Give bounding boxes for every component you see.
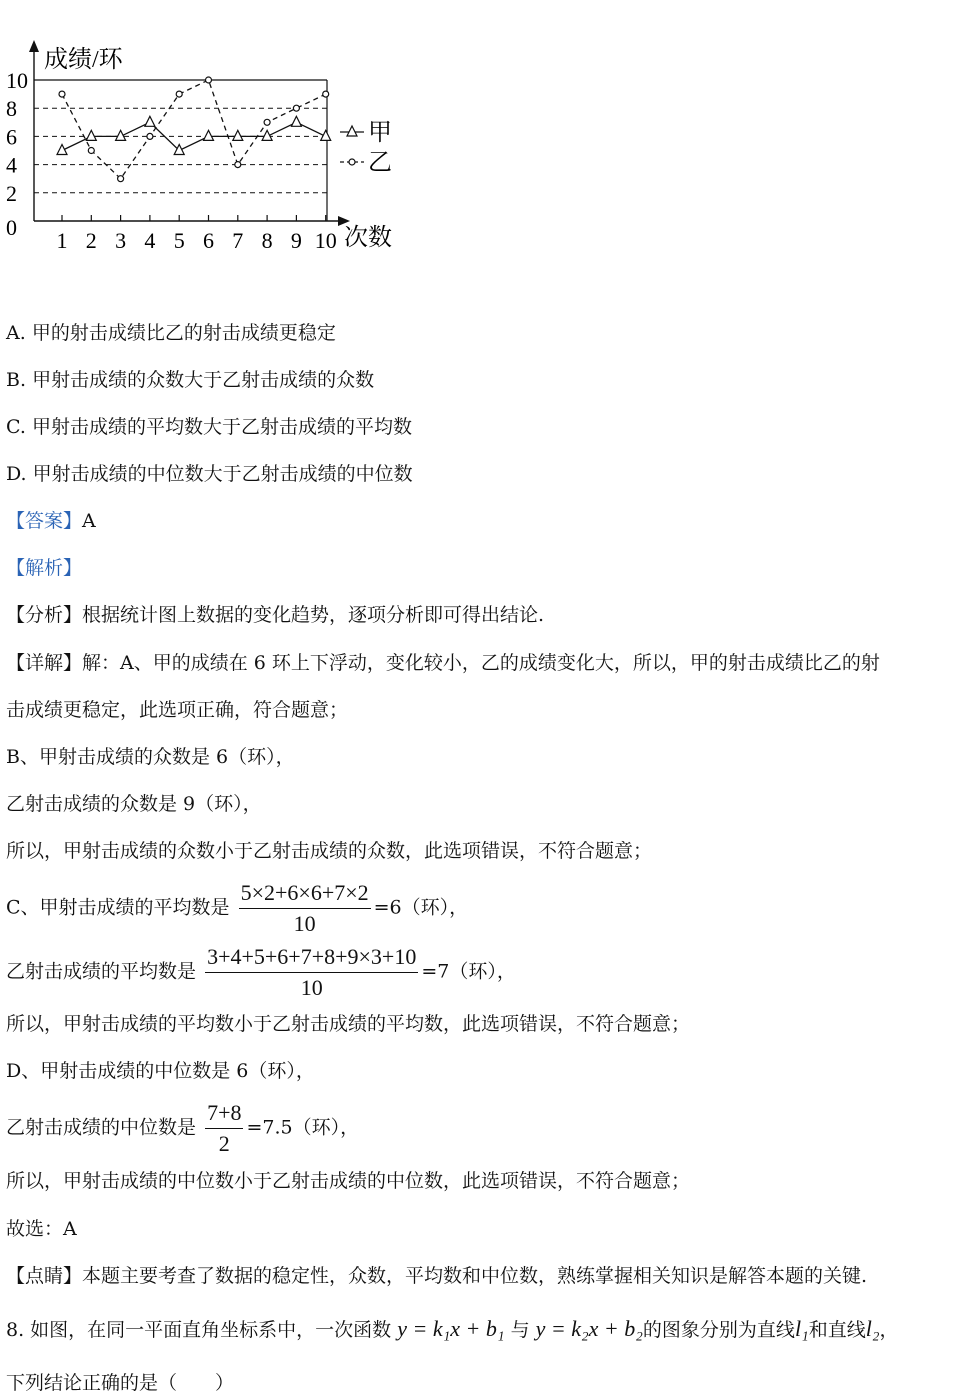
q8-function-2: y = k₂x + b₂: [535, 1316, 643, 1341]
fenxi-text: 根据统计图上数据的变化趋势，逐项分析即可得出结论.: [82, 604, 545, 626]
series-line-2: [62, 80, 326, 179]
d2-numerator: 7+8: [205, 1098, 243, 1129]
q8-function-1: y = k₁x + b₁: [397, 1316, 505, 1341]
x-tick-label: 7: [232, 228, 244, 253]
xiangjie-text: 解：A、甲的成绩在 6 环上下浮动，变化较小，乙的成绩变化大，所以，甲的射击成绩比乙的射: [82, 652, 880, 674]
answer-tag: 【答案】: [6, 510, 83, 532]
c2-pre: 乙射击成绩的平均数是: [6, 960, 197, 983]
option-letter: D.: [6, 463, 27, 485]
c2-post: =7（环），: [421, 960, 516, 983]
x-tick-label: 8: [261, 228, 273, 253]
x-tick-label: 5: [173, 228, 185, 253]
x-tick-label: 2: [85, 228, 97, 253]
circle-point: [323, 91, 329, 97]
q8-line-2: 下列结论正确的是（ ）: [6, 1372, 235, 1394]
b-line-2: 乙射击成绩的众数是 9（环），: [6, 793, 262, 815]
c1-fraction: [239, 878, 371, 939]
d2-fraction: [205, 1098, 243, 1159]
legend-label: 乙: [368, 150, 392, 176]
fenxi-tag: 【分析】: [6, 604, 83, 626]
c1-pre: C、甲射击成绩的平均数是: [6, 896, 230, 919]
triangle-point: [86, 130, 96, 140]
analysis-tag: 【解析】: [6, 557, 83, 579]
x-tick-label: 6: [203, 228, 214, 253]
option-b: [6, 367, 374, 393]
option-letter: A.: [6, 322, 26, 344]
triangle-point: [204, 130, 214, 140]
y-tick-label: 0: [6, 215, 17, 240]
score-line-chart: [0, 40, 420, 310]
y-axis-arrow: [29, 40, 39, 52]
circle-point: [88, 148, 94, 154]
c-line-2: [6, 942, 516, 1003]
y-tick-label: 6: [6, 124, 17, 150]
c1-numerator: 5×2+6×6+7×2: [239, 878, 371, 909]
x-axis-label: 次数: [344, 225, 392, 251]
c1-post: =6（环），: [373, 896, 469, 919]
c2-numerator: 3+4+5+6+7+8+9×3+10: [205, 942, 418, 973]
x-tick-label: 10: [314, 228, 337, 253]
circle-point: [264, 119, 270, 125]
q8-mid: 与: [510, 1319, 530, 1341]
c-line-1: [6, 878, 468, 939]
d2-post: =7.5（环），: [246, 1116, 360, 1139]
b-line-3: 所以，甲射击成绩的众数小于乙射击成绩的众数，此选项错误，不符合题意；: [6, 840, 653, 862]
legend-label: 甲: [368, 120, 392, 146]
option-text: 甲射击成绩的众数大于乙射击成绩的众数: [32, 369, 375, 391]
x-tick-label: 9: [290, 228, 302, 253]
option-text: 甲射击成绩的平均数大于乙射击成绩的平均数: [31, 416, 412, 438]
answer-value: A: [82, 510, 96, 532]
triangle-point: [233, 130, 243, 140]
dianjing-text: 本题主要考查了数据的稳定性，众数，平均数和中位数，熟练掌握相关知识是解答本题的关键.: [82, 1265, 868, 1287]
x-tick-label: 4: [144, 228, 156, 253]
q8-line-l2: l₂: [865, 1316, 880, 1341]
q8-line-1: [6, 1316, 899, 1343]
x-tick-label: 3: [115, 228, 127, 253]
option-text: 甲射击成绩的中位数大于乙射击成绩的中位数: [32, 463, 413, 485]
xiangjie-line-2: 击成绩更稳定，此选项正确，符合题意；: [6, 699, 349, 721]
legend-triangle-marker: [347, 126, 357, 136]
x-tick-label: 1: [56, 228, 68, 253]
q8-comma: ，: [879, 1319, 899, 1341]
circle-point: [235, 162, 241, 168]
option-d: [6, 461, 413, 487]
circle-point: [206, 77, 212, 83]
d2-denominator: 2: [218, 1131, 230, 1156]
b-line-1: B、甲射击成绩的众数是 6（环），: [6, 746, 295, 768]
option-letter: B.: [6, 369, 27, 391]
d-line-2: [6, 1098, 359, 1159]
q8-line-l1: l₁: [794, 1316, 809, 1341]
q8-and: 和直线: [808, 1319, 866, 1341]
y-tick-label: 4: [6, 152, 17, 178]
circle-point: [176, 91, 182, 97]
option-letter: C.: [6, 416, 26, 438]
c-line-3: 所以，甲射击成绩的平均数小于乙射击成绩的平均数，此选项错误，不符合题意；: [6, 1013, 691, 1035]
answer-line: [6, 508, 96, 534]
option-a: [6, 320, 336, 346]
d-line-3: 所以，甲射击成绩的中位数小于乙射击成绩的中位数，此选项错误，不符合题意；: [6, 1170, 691, 1192]
triangle-point: [291, 116, 301, 126]
circle-point: [147, 133, 153, 139]
dianjing-tag: 【点睛】: [6, 1265, 83, 1287]
c1-denominator: 10: [293, 911, 316, 936]
xiangjie-line-1: [6, 650, 880, 676]
c2-denominator: 10: [300, 975, 323, 1000]
d-line-1: D、甲射击成绩的中位数是 6（环），: [6, 1060, 315, 1082]
choice-line: 故选：A: [6, 1218, 77, 1240]
option-c: [6, 414, 412, 440]
d2-pre: 乙射击成绩的中位数是: [6, 1116, 197, 1139]
circle-point: [59, 91, 65, 97]
q8-pre: 8. 如图，在同一平面直角坐标系中，一次函数: [6, 1319, 392, 1341]
y-tick-label: 10: [6, 68, 28, 93]
xiangjie-tag: 【详解】: [6, 652, 83, 674]
y-axis-label: 成绩/环: [44, 47, 123, 73]
triangle-point: [145, 116, 155, 126]
option-text: 甲的射击成绩比乙的射击成绩更稳定: [31, 322, 336, 344]
dianjing-line: [6, 1263, 867, 1289]
q8-post: 的图象分别为直线: [642, 1319, 795, 1341]
y-tick-label: 8: [6, 96, 17, 122]
c2-fraction: [205, 942, 418, 1003]
y-tick-label: 2: [6, 180, 17, 206]
legend-circle-marker: [349, 159, 355, 165]
fenxi-line: [6, 602, 544, 628]
circle-point: [118, 176, 124, 182]
circle-point: [293, 105, 299, 111]
